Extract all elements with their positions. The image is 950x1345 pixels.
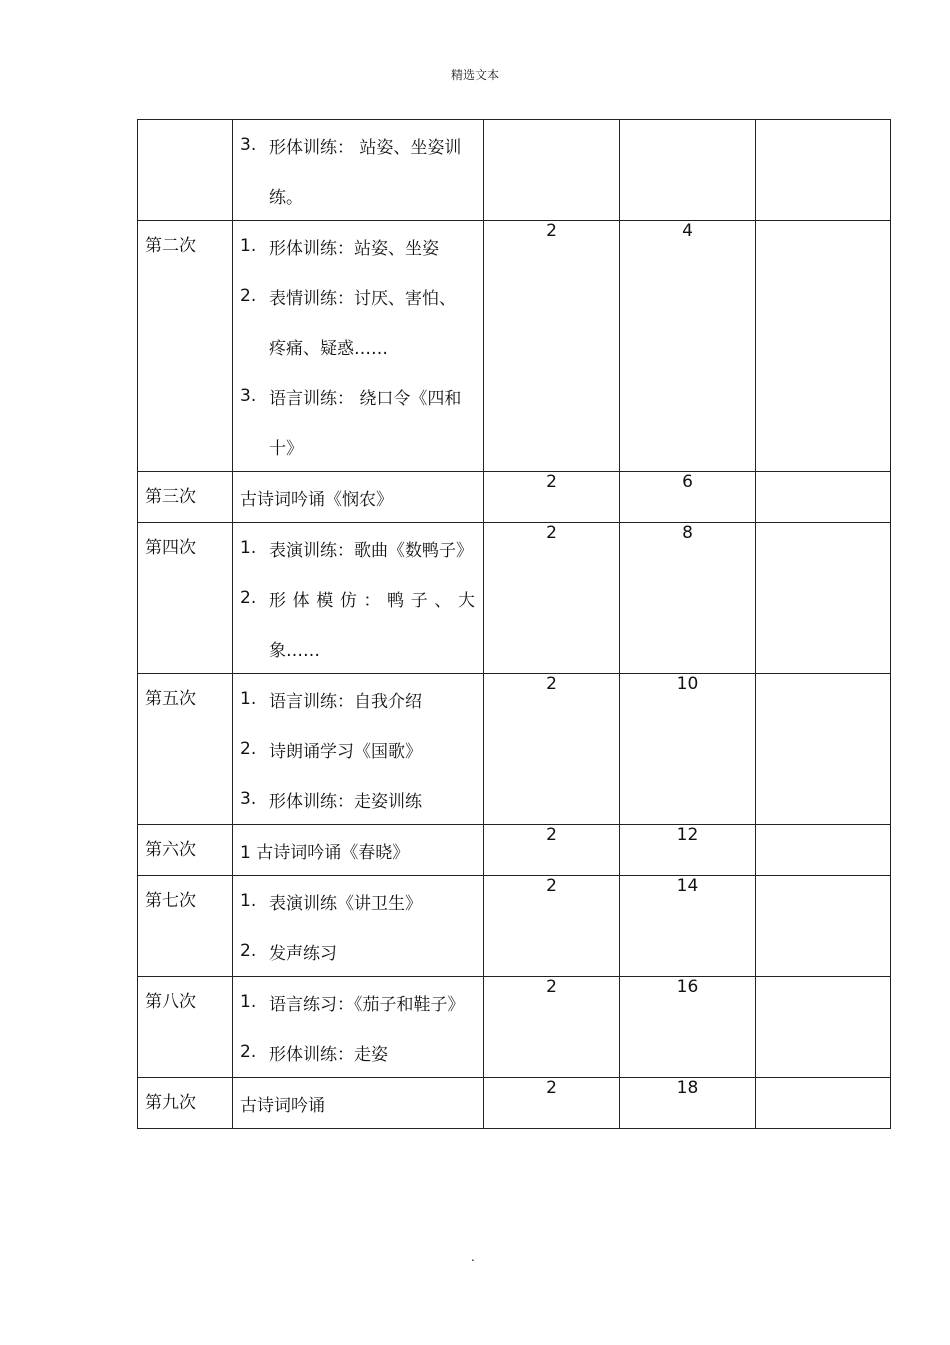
session-content (233, 523, 483, 673)
item-number: 2. (240, 739, 257, 759)
table-row (138, 674, 891, 825)
content-line (240, 371, 475, 421)
total-hours-cell: 14 (620, 876, 756, 977)
content-line (240, 977, 475, 1027)
content-line (240, 271, 475, 321)
item-text: 诗朗诵学习《国歌》 (269, 741, 422, 762)
session-label-cell (138, 472, 233, 523)
content-line (240, 221, 475, 271)
item-number: 1. (240, 689, 257, 709)
session-label: 第二次 (145, 236, 196, 256)
session-content-cell (233, 977, 484, 1078)
note-cell (756, 120, 891, 221)
session-label-cell (138, 523, 233, 674)
item-text: 表演训练：歌曲《数鸭子》 (269, 540, 473, 561)
course-schedule-table (137, 119, 891, 1129)
note-cell (756, 876, 891, 977)
session-label-cell (138, 221, 233, 472)
item-text: 十》 (269, 438, 303, 459)
session-content (233, 876, 483, 976)
hours-cell (484, 120, 620, 221)
session-content-cell (233, 120, 484, 221)
item-text: 古诗词吟诵《悯农》 (240, 489, 393, 510)
session-content (233, 825, 483, 875)
content-line (240, 876, 475, 926)
content-line (240, 421, 475, 471)
session-content (233, 977, 483, 1077)
note-cell (756, 523, 891, 674)
session-content-cell (233, 221, 484, 472)
item-number: 1. (240, 236, 257, 256)
content-line (240, 170, 475, 220)
item-text: 形体训练：走姿训练 (269, 791, 422, 812)
table-row (138, 523, 891, 674)
session-content-cell (233, 876, 484, 977)
item-number: 2. (240, 588, 257, 608)
session-content-cell (233, 825, 484, 876)
total-hours-cell (620, 120, 756, 221)
item-text: 表演训练《讲卫生》 (269, 893, 422, 914)
item-text: 语言训练：自我介绍 (269, 691, 422, 712)
table-row (138, 1078, 891, 1129)
session-content-cell (233, 1078, 484, 1129)
hours-cell: 2 (484, 1078, 620, 1129)
session-label-cell (138, 825, 233, 876)
total-hours-cell: 12 (620, 825, 756, 876)
note-cell (756, 674, 891, 825)
table-row (138, 825, 891, 876)
note-cell (756, 1078, 891, 1129)
session-label: 第四次 (145, 538, 196, 558)
session-content (233, 221, 483, 471)
item-text: 语言训练： 绕口令《四和 (269, 388, 462, 409)
content-line (240, 1078, 475, 1128)
note-cell (756, 825, 891, 876)
content-line (240, 573, 475, 623)
hours-cell: 2 (484, 825, 620, 876)
item-text: 发声练习 (269, 943, 337, 964)
content-line (240, 724, 475, 774)
total-hours-cell: 4 (620, 221, 756, 472)
content-line (240, 321, 475, 371)
hours-cell: 2 (484, 472, 620, 523)
content-line (240, 120, 475, 170)
item-text: 形体模仿：鸭子、大 (269, 590, 475, 611)
content-line (240, 825, 475, 875)
session-content (233, 120, 483, 220)
item-text: 练。 (269, 187, 303, 208)
note-cell (756, 221, 891, 472)
content-line (240, 774, 475, 824)
session-label: 第六次 (145, 840, 196, 860)
content-line (240, 674, 475, 724)
session-label-cell (138, 876, 233, 977)
session-label-cell (138, 1078, 233, 1129)
session-content-cell (233, 674, 484, 825)
item-number: 1. (240, 891, 257, 911)
table-row (138, 120, 891, 221)
table-row (138, 472, 891, 523)
item-number: 2. (240, 1042, 257, 1062)
item-number: 3. (240, 789, 257, 809)
content-line (240, 472, 475, 522)
session-label-cell (138, 674, 233, 825)
item-number: 3. (240, 386, 257, 406)
item-number: 1. (240, 992, 257, 1012)
session-label: 第三次 (145, 487, 196, 507)
session-label: 第八次 (145, 992, 196, 1012)
total-hours-cell: 6 (620, 472, 756, 523)
item-text: 形体训练：走姿 (269, 1044, 388, 1065)
content-line (240, 926, 475, 976)
item-text: 语言练习：《茄子和鞋子》 (269, 994, 465, 1015)
hours-cell: 2 (484, 876, 620, 977)
content-line (240, 1027, 475, 1077)
item-number: 1. (240, 538, 257, 558)
session-label: 第九次 (145, 1093, 196, 1113)
session-label: 第七次 (145, 891, 196, 911)
item-text: 表情训练：讨厌、害怕、 (269, 288, 456, 309)
total-hours-cell: 18 (620, 1078, 756, 1129)
session-content (233, 472, 483, 522)
item-text: 象…… (269, 640, 320, 661)
content-line (240, 523, 475, 573)
total-hours-cell: 8 (620, 523, 756, 674)
page-footer: . (471, 1250, 475, 1264)
total-hours-cell: 16 (620, 977, 756, 1078)
hours-cell: 2 (484, 674, 620, 825)
session-content (233, 1078, 483, 1128)
session-content-cell (233, 523, 484, 674)
note-cell (756, 977, 891, 1078)
table-row (138, 977, 891, 1078)
content-line (240, 623, 475, 673)
item-text: 形体训练：站姿、坐姿 (269, 238, 439, 259)
session-label (138, 120, 232, 132)
session-label-cell (138, 977, 233, 1078)
item-text: 形体训练： 站姿、坐姿训 (269, 137, 462, 158)
session-content-cell (233, 472, 484, 523)
hours-cell: 2 (484, 523, 620, 674)
item-number: 3. (240, 135, 257, 155)
page-header: 精选文本 (450, 68, 499, 82)
session-content (233, 674, 483, 824)
item-text: 疼痛、疑惑…… (269, 338, 388, 359)
item-number: 2. (240, 286, 257, 306)
item-number: 2. (240, 941, 257, 961)
session-label-cell (138, 120, 233, 221)
item-text: 古诗词吟诵 (240, 1095, 325, 1116)
hours-cell: 2 (484, 221, 620, 472)
session-label: 第五次 (145, 689, 196, 709)
table-row (138, 876, 891, 977)
hours-cell: 2 (484, 977, 620, 1078)
table-row (138, 221, 891, 472)
note-cell (756, 472, 891, 523)
total-hours-cell: 10 (620, 674, 756, 825)
table-body (138, 120, 891, 1129)
item-text: 1 古诗词吟诵《春晓》 (240, 842, 410, 863)
